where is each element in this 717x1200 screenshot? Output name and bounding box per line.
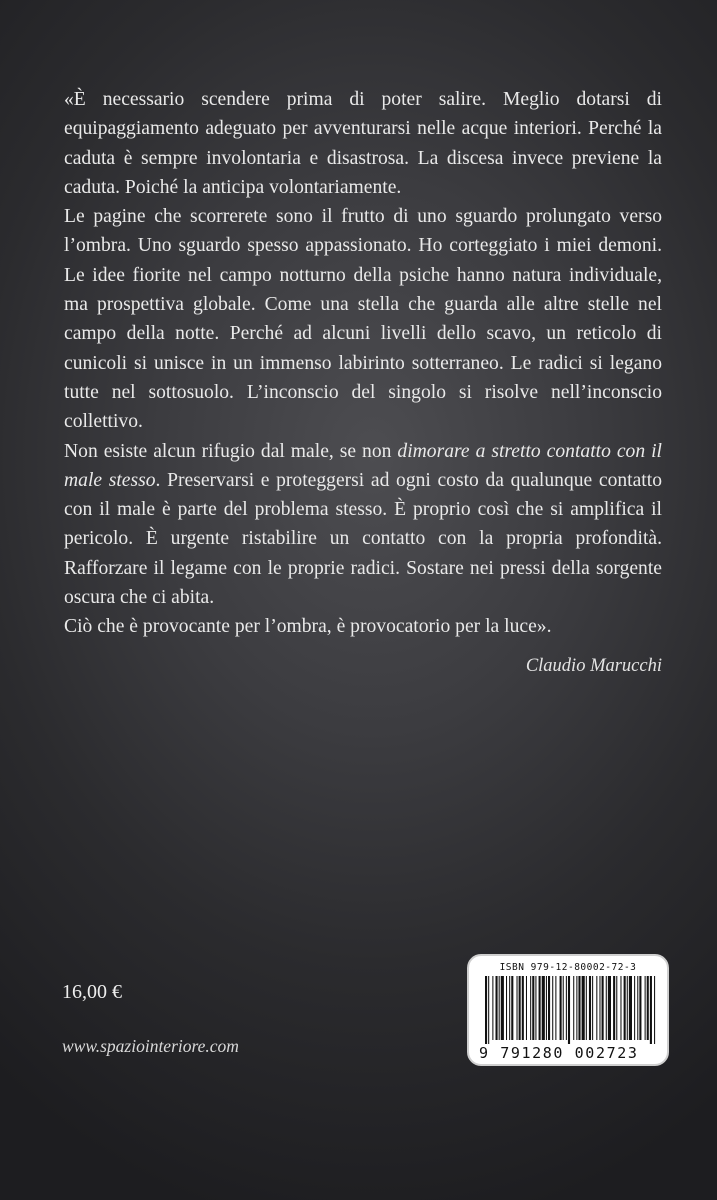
isbn-barcode — [467, 954, 669, 1066]
blurb-paragraph-4: Ciò che è provocante per l’ombra, è provocatorio per la luce». — [64, 616, 552, 638]
barcode-digits: 9 791280 002723 — [479, 1044, 639, 1062]
isbn-number: ISBN 979-12-80002-72-3 — [499, 962, 637, 973]
blurb-paragraph-2: Le pagine che scorrerete sono il frutto di uno sguardo prolungato verso l’ombra. Uno sguardo spesso appassionato. Ho corteggiato i miei demoni. Le idee fiorite nel campo notturno della psiche hanno natura individuale, ma prospettiva globale. Come una stella che guarda alle altre stelle nel campo della notte. Perché ad alcuni livelli dello scavo, un reticolo di cunicoli si unisce in un immenso labirinto sotterraneo. Le radici si legano tutte nel sottosuolo. L’inconscio del singolo si risolve nell’inconscio collettivo. — [64, 206, 662, 433]
blurb-text — [64, 85, 662, 642]
barcode-bars — [483, 976, 657, 1044]
blurb-paragraph-1: «È necessario scendere prima di poter salire. Meglio dotarsi di equipaggiamento adeguato per avventurarsi nelle acque interiori. Perché la caduta è sempre involontaria e disastrosa. La discesa invece previene la caduta. Poiché la anticipa volontariamente. — [64, 89, 662, 198]
price-label: 16,00 € — [62, 981, 122, 1003]
blurb-paragraph-3-italic: dimorare a stretto contatto con il male stesso — [64, 440, 662, 491]
blurb-paragraph-3-end: . Preservarsi e proteggersi ad ogni costo da qualunque contatto con il male è parte del problema stesso. È proprio così che si amplifica il pericolo. È urgente ristabilire un contatto con la propria profondità. Rafforzare il legame con le proprie radici. Sostare nei pressi della sorgente oscura che ci abita. — [64, 469, 662, 609]
blurb-paragraph-3-start: Non esiste alcun rifugio dal male, se non — [64, 440, 398, 462]
author-signature: Claudio Marucchi — [525, 656, 662, 676]
publisher-website: www.spaziointeriore.com — [62, 1036, 239, 1056]
blurb-paragraph-3 — [64, 437, 662, 613]
